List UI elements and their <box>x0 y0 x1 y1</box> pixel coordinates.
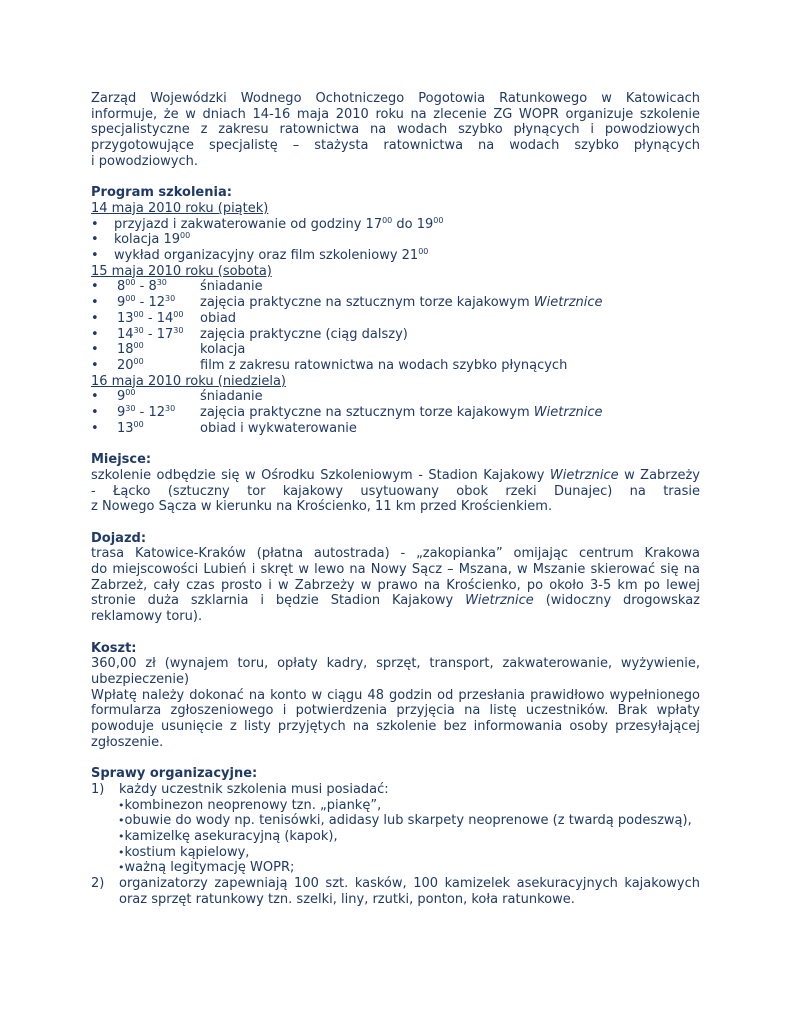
miejsce-line: szkolenie odbędzie się w Ośrodku Szkoleniowym - Stadion Kajakowy Wietrznice w Zabrzeży <box>91 467 700 483</box>
bullet-icon: • <box>91 295 99 311</box>
schedule-activity: film z zakresu ratownictwa na wodach szybko płynących <box>200 357 568 373</box>
schedule-time: $8^{00} - 8^{30}$ <box>117 278 167 295</box>
document-page <box>91 91 700 907</box>
numbered-item <box>91 876 700 907</box>
schedule-item <box>91 279 700 295</box>
dojazd-line: stronie duża szklarnia i będzie Stadion Kajakowy Wietrznice (widoczny drogowskaz <box>91 593 701 609</box>
schedule-activity: zajęcia praktyczne na sztucznym torze kajakowym Wietrznice <box>200 295 603 311</box>
intro-line: specjalistyczne z zakresu ratownictwa na wodach szybko płynących i powodziowych <box>91 122 700 138</box>
intro-line: i powodziowych. <box>91 153 199 169</box>
equipment-item: •kamizelkę asekuracyjną (kapok), <box>118 828 338 844</box>
equipment-item: •kombinezon neoprenowy tzn. „piankę”, <box>118 797 382 813</box>
bullet-icon: • <box>91 405 99 421</box>
equipment-item: •obuwie do wody np. tenisówki, adidasy lub skarpety neoprenowe (z twardą podeszwą), <box>118 813 692 829</box>
bullet-icon: • <box>91 310 99 326</box>
schedule-item <box>91 389 700 405</box>
dojazd-line: trasa Katowice-Kraków (płatna autostrada) - „zakopianka” omijając centrum Krakowa <box>91 546 700 562</box>
bullet-icon: • <box>91 216 99 232</box>
schedule-time: $14^{30} - 17^{30}$ <box>117 325 184 342</box>
schedule-time: $13^{00} - 14^{00}$ <box>117 309 184 326</box>
koszt-line: formularza zgłoszeniowego i potwierdzenia przyjęcia na listę uczestników. Brak wpłaty <box>91 703 700 719</box>
bullet-icon: • <box>118 829 125 843</box>
bullet-icon: • <box>91 342 99 358</box>
day-1-date: 14 maja 2010 roku (piątek) <box>91 200 269 216</box>
list-item: • kolacja $19^{00}$ <box>91 231 191 248</box>
bullet-icon: • <box>118 798 125 812</box>
dojazd-line: reklamowy toru). <box>91 609 203 625</box>
intro-line: Zarząd Wojewódzki Wodnego Ochotniczego Pogotowia Ratunkowego w Katowicach <box>91 91 700 106</box>
schedule-time: $9^{00} - 12^{30}$ <box>117 294 176 311</box>
schedule-item <box>91 405 700 421</box>
koszt-heading: Koszt: <box>91 640 137 656</box>
schedule-activity: śniadanie <box>200 279 263 295</box>
schedule-time: $9^{00}$ <box>117 388 136 405</box>
program-heading: Program szkolenia: <box>91 185 232 201</box>
day-3-date: 16 maja 2010 roku (niedziela) <box>91 373 286 389</box>
schedule-activity: zajęcia praktyczne na sztucznym torze kajakowym Wietrznice <box>200 405 603 421</box>
koszt-line: zgłoszenie. <box>91 734 164 750</box>
bullet-icon: • <box>91 389 99 405</box>
list-item: • przyjazd i zakwaterowanie od godziny $17^{00}$ do $19^{00}$ <box>91 215 444 232</box>
schedule-item <box>91 295 700 311</box>
item-number: 2) <box>91 876 105 892</box>
day-2-date: 15 maja 2010 roku (sobota) <box>91 263 272 279</box>
item-text: oraz sprzęt ratunkowy tzn. szelki, liny, rzutki, ponton, koła ratunkowe. <box>119 891 575 907</box>
equipment-item: •kostium kąpielowy, <box>118 844 250 860</box>
schedule-activity: kolacja <box>200 342 246 358</box>
dojazd-heading: Dojazd: <box>91 530 147 546</box>
schedule-time: $18^{00}$ <box>117 341 144 358</box>
item-number: 1) <box>91 781 105 797</box>
miejsce-line: z Nowego Sącza w kierunku na Krościenko, 11 km przed Krościenkiem. <box>91 499 553 515</box>
schedule-activity: obiad <box>200 310 237 326</box>
sprawy-heading: Sprawy organizacyjne: <box>91 766 258 782</box>
schedule-activity: zajęcia praktyczne (ciąg dalszy) <box>200 326 408 342</box>
bullet-icon: • <box>91 326 99 342</box>
bullet-icon: • <box>91 357 99 373</box>
item-text: organizatorzy zapewniają 100 szt. kasków, 100 kamizelek asekuracyjnych kajakowych <box>119 876 700 892</box>
bullet-icon: • <box>118 861 125 875</box>
bullet-icon: • <box>91 279 99 295</box>
item-text: każdy uczestnik szkolenia musi posiadać: <box>119 781 389 797</box>
bullet-icon: • <box>91 420 99 436</box>
list-item: • wykład organizacyjny oraz film szkoleniowy $21^{00}$ <box>91 247 429 264</box>
schedule-item <box>91 421 700 437</box>
bullet-icon: • <box>118 845 125 859</box>
bullet-icon: • <box>118 814 125 828</box>
equipment-item: •ważną legitymację WOPR; <box>118 860 295 876</box>
schedule-activity: śniadanie <box>200 389 263 405</box>
koszt-line: powoduje usunięcie z listy przyjętych na szkolenie bez informowania osoby przesyłającej <box>91 719 700 735</box>
koszt-line: ubezpieczenie) <box>91 671 190 687</box>
intro-line: informuje, że w dniach 14-16 maja 2010 roku na zlecenie ZG WOPR organizuje szkolenie <box>91 106 700 122</box>
intro-line: przygotowujące specjalistę – stażysta ratownictwa na wodach szybko płynących <box>91 138 700 154</box>
schedule-time: $9^{30} - 12^{30}$ <box>117 404 176 421</box>
schedule-item <box>91 327 700 343</box>
koszt-line: Wpłatę należy dokonać na konto w ciągu 48 godzin od przesłania prawidłowo wypełnionego <box>91 687 700 703</box>
bullet-icon: • <box>91 232 99 248</box>
miejsce-heading: Miejsce: <box>91 452 152 468</box>
numbered-item <box>91 782 700 798</box>
schedule-item <box>91 358 700 374</box>
schedule-item <box>91 311 700 327</box>
dojazd-line: Zabrzeż, cały czas prosto i w Zabrzeży w prawo na Krościenko, po około 3-5 km po lewej <box>91 577 700 593</box>
schedule-time: $13^{00}$ <box>117 419 144 436</box>
schedule-activity: obiad i wykwaterowanie <box>200 420 357 436</box>
schedule-item <box>91 342 700 358</box>
bullet-icon: • <box>91 248 99 264</box>
schedule-time: $20^{00}$ <box>117 356 144 373</box>
miejsce-line: - Łącko (sztuczny tor kajakowy usytuowany obok rzeki Dunajec) na trasie <box>91 483 700 499</box>
intro-paragraph <box>91 91 700 170</box>
dojazd-line: do miejscowości Lubień i skręt w lewo na Nowy Sącz – Mszana, w Mszanie skierować się na <box>91 562 700 578</box>
koszt-line: 360,00 zł (wynajem toru, opłaty kadry, sprzęt, transport, zakwaterowanie, wyżywienie, <box>91 656 700 672</box>
